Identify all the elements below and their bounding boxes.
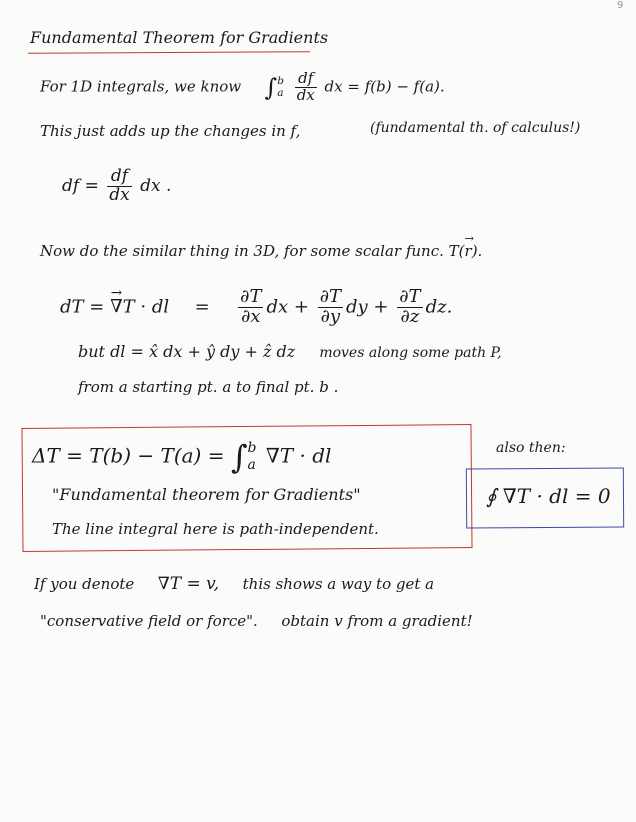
line-path: from a starting pt. a to final pt. b . bbox=[78, 378, 339, 396]
integral-sign-2: ∫ bbox=[230, 438, 248, 476]
theorem-name: "Fundamental theorem for Gradients" bbox=[52, 485, 361, 504]
line-dl: but dl = x̂ dx + ŷ dy + ẑ dz moves along some path P, bbox=[78, 342, 502, 361]
fraction-df-dx: $\frac{df}{dx}$ bbox=[296, 69, 315, 104]
path-independent-note: The line integral here is path-independent. bbox=[52, 520, 379, 538]
line-1-text: For 1D integrals, we know bbox=[40, 77, 242, 96]
page-title: Fundamental Theorem for Gradients bbox=[30, 28, 329, 47]
title-underline bbox=[28, 51, 310, 53]
upper-limit: b bbox=[277, 74, 284, 87]
lower-limit: a bbox=[277, 87, 284, 100]
r-vector: → r bbox=[465, 242, 472, 260]
fraction-df-dx-2: $\frac{df}{dx}$ bbox=[109, 166, 130, 205]
integral-sign: ∫ bbox=[264, 73, 278, 102]
partial-y: $\frac{\partial T}{\partial y}$ bbox=[319, 286, 342, 327]
line-3d: Now do the similar thing in 3D, for some scalar func. T(→ r). bbox=[40, 242, 482, 260]
line-conservative: "conservative field or force". obtain v from a gradient! bbox=[40, 612, 473, 630]
closed-loop-equation: ∮ ∇T · dl = 0 bbox=[486, 484, 611, 508]
theorem-equation: ΔT = T(b) − T(a) = ∫ b a ∇T · dl bbox=[32, 438, 332, 476]
page-number: 9 bbox=[617, 0, 624, 11]
also-then-label: also then: bbox=[496, 440, 566, 456]
ftc-note: (fundamental th. of calculus!) bbox=[370, 120, 581, 136]
line-1-rest: dx = f(b) − f(a). bbox=[324, 77, 445, 96]
partial-x: $\frac{\partial T}{\partial x}$ bbox=[240, 286, 262, 327]
line-changes: This just adds up the changes in f, bbox=[40, 122, 301, 140]
line-df: df = $\frac{df}{dx}$ dx . bbox=[62, 166, 172, 205]
line-dT: dT = → ∇T · dl = $\frac{\partial T}{\partial x}$ dx + $\frac{\partial T}{\partial y}$ dy + $\frac{\partial T}{\partial z}$ dz. bbox=[60, 288, 452, 327]
line-1d-integral bbox=[40, 71, 445, 104]
partial-z: $\frac{\partial T}{\partial z}$ bbox=[399, 286, 421, 327]
line-denote: If you denote ∇T = v, this shows a way to get a bbox=[34, 574, 435, 594]
integral-limits bbox=[277, 75, 284, 100]
nabla-symbol: → ∇ bbox=[110, 296, 123, 317]
